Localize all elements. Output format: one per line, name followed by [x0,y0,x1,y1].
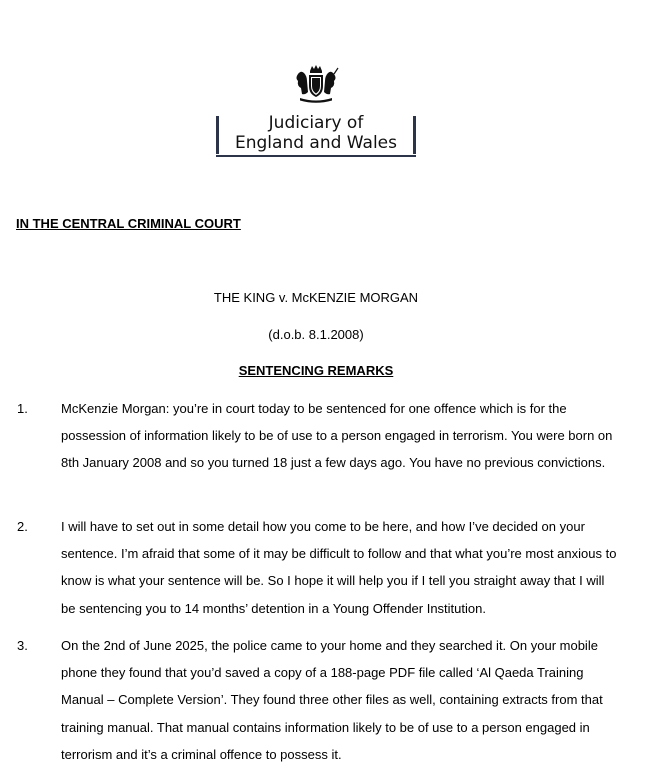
paragraph-number: 1. [17,401,28,416]
logo-line-2: England and Wales [235,133,397,153]
case-title: THE KING v. McKENZIE MORGAN [213,290,419,305]
paragraph-number: 2. [17,519,28,534]
court-name: IN THE CENTRAL CRIMINAL COURT [16,216,241,231]
paragraph-text: On the 2nd of June 2025, the police came to your home and they searched it. On your mobile phone they found that you’d saved a copy of a 188-page PDF file called ‘Al Qaeda Training Manual – Complete Version’. They found three other files as well, containing extracts from that training manual. That manual contains information likely to be of use to a person engaged in terrorism and it’s a criminal offence to possess it. [61,638,603,762]
judiciary-logo [216,113,416,158]
date-of-birth: (d.o.b. 8.1.2008) [268,327,364,342]
logo-underline [216,155,416,157]
paragraph-text: I will have to set out in some detail how you come to be here, and how I’ve decided on your sentence. I’m afraid that some of it may be difficult to follow and that what you’re most anxious to know is what your sentence will be. So I hope it will help you if I tell you straight away that I will be sentencing you to 14 months’ detention in a Young Offender Institution. [61,519,617,616]
royal-coat-of-arms-icon [292,64,340,104]
logo-right-bar [413,116,416,154]
paragraph-number: 3. [17,638,28,653]
paragraph-text: McKenzie Morgan: you’re in court today to be sentenced for one offence which is for the possession of information likely to be of use to a person engaged in terrorism. You were born on 8th January 2008 and so you turned 18 just a few days ago. You have no previous convictions. [61,401,613,471]
sentencing-remarks-heading: SENTENCING REMARKS [238,363,394,378]
logo-line-1: Judiciary of [268,113,364,133]
